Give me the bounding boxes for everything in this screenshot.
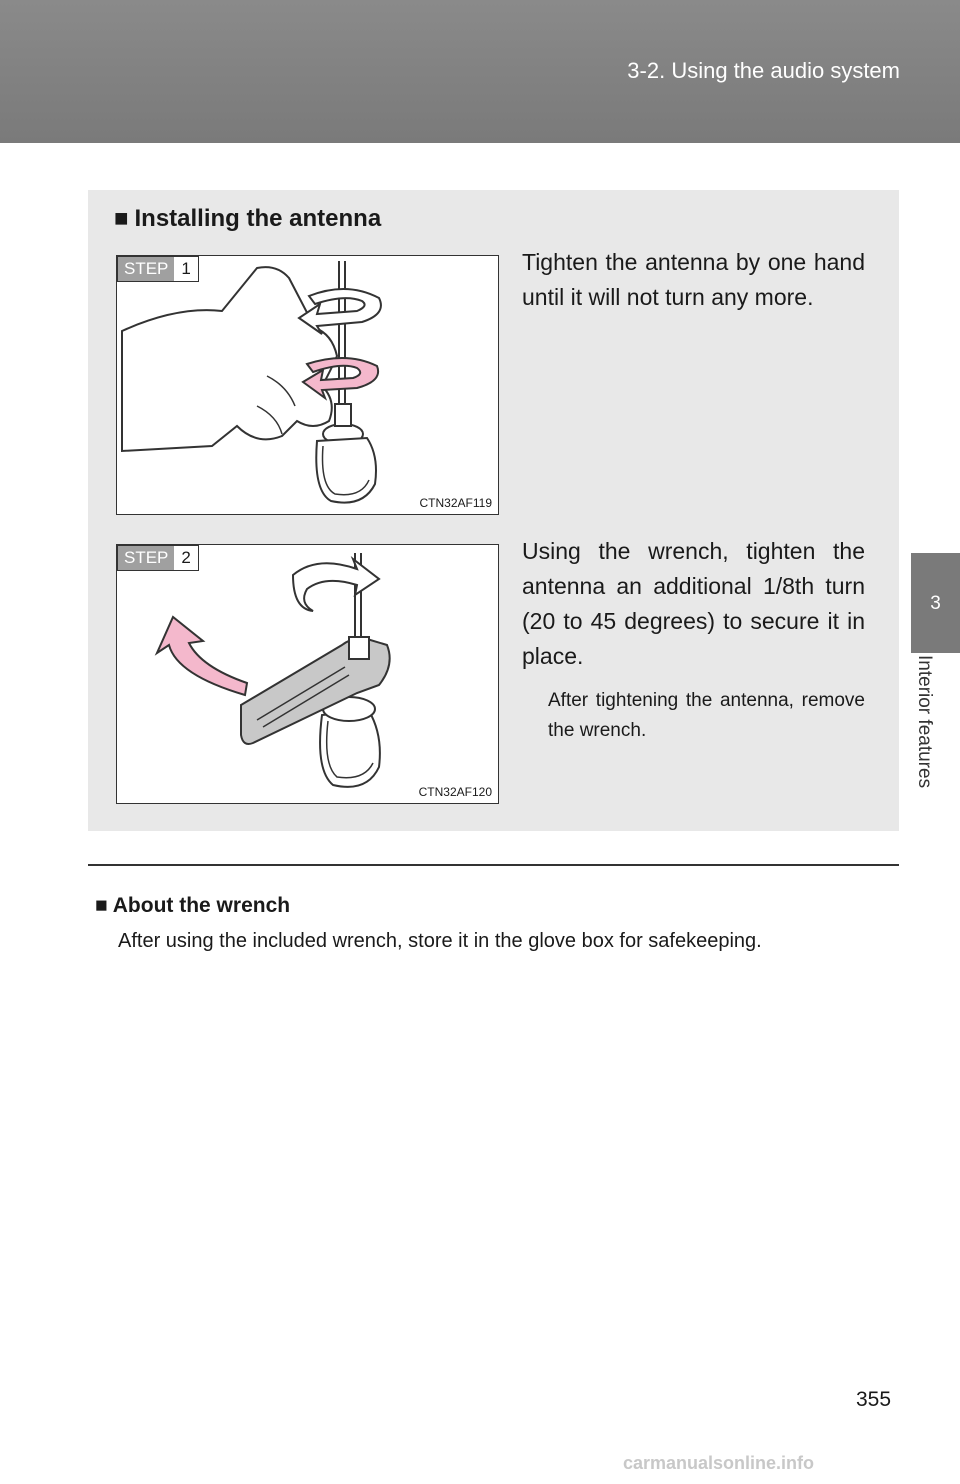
about-heading <box>95 894 290 918</box>
step1-figure <box>116 255 499 515</box>
step-badge <box>117 545 199 571</box>
hand-tightening-illustration <box>117 256 498 514</box>
step-badge-number: 2 <box>181 548 191 567</box>
step2-note: After tightening the antenna, remove the wrench. <box>548 690 865 741</box>
step-badge-word: STEP <box>118 546 174 570</box>
watermark: carmanualsonline.info <box>623 1453 815 1473</box>
step2-figure <box>116 544 499 804</box>
page-number: 355 <box>856 1388 892 1411</box>
heading-square-icon: ■ <box>95 894 108 917</box>
step2-text: Using the wrench, tighten the antenna an additional 1/8th turn (20 to 45 degrees) to secure it in place. <box>522 538 865 669</box>
chapter-label: Interior features <box>914 655 935 789</box>
figure-code: CTN32AF119 <box>419 496 492 510</box>
chapter-number: 3 <box>930 593 941 614</box>
chapter-label-wrap <box>911 655 960 845</box>
panel-heading-text: Installing the antenna <box>134 205 382 232</box>
page-header <box>0 0 960 143</box>
wrench-tightening-illustration <box>117 545 498 803</box>
figure-code: CTN32AF120 <box>418 785 492 799</box>
step-badge-number: 1 <box>181 259 191 278</box>
about-heading-text: About the wrench <box>112 894 291 917</box>
section-divider <box>88 864 899 866</box>
heading-square-icon: ■ <box>114 205 129 232</box>
about-text: After using the included wrench, store it in the glove box for safekeeping. <box>118 930 762 952</box>
chapter-tab <box>911 553 960 653</box>
step-badge <box>117 256 199 282</box>
section-title: 3-2. Using the audio system <box>627 58 900 83</box>
panel-heading <box>114 205 381 233</box>
step1-text: Tighten the antenna by one hand until it will not turn any more. <box>522 249 865 310</box>
step-badge-word: STEP <box>118 257 174 281</box>
